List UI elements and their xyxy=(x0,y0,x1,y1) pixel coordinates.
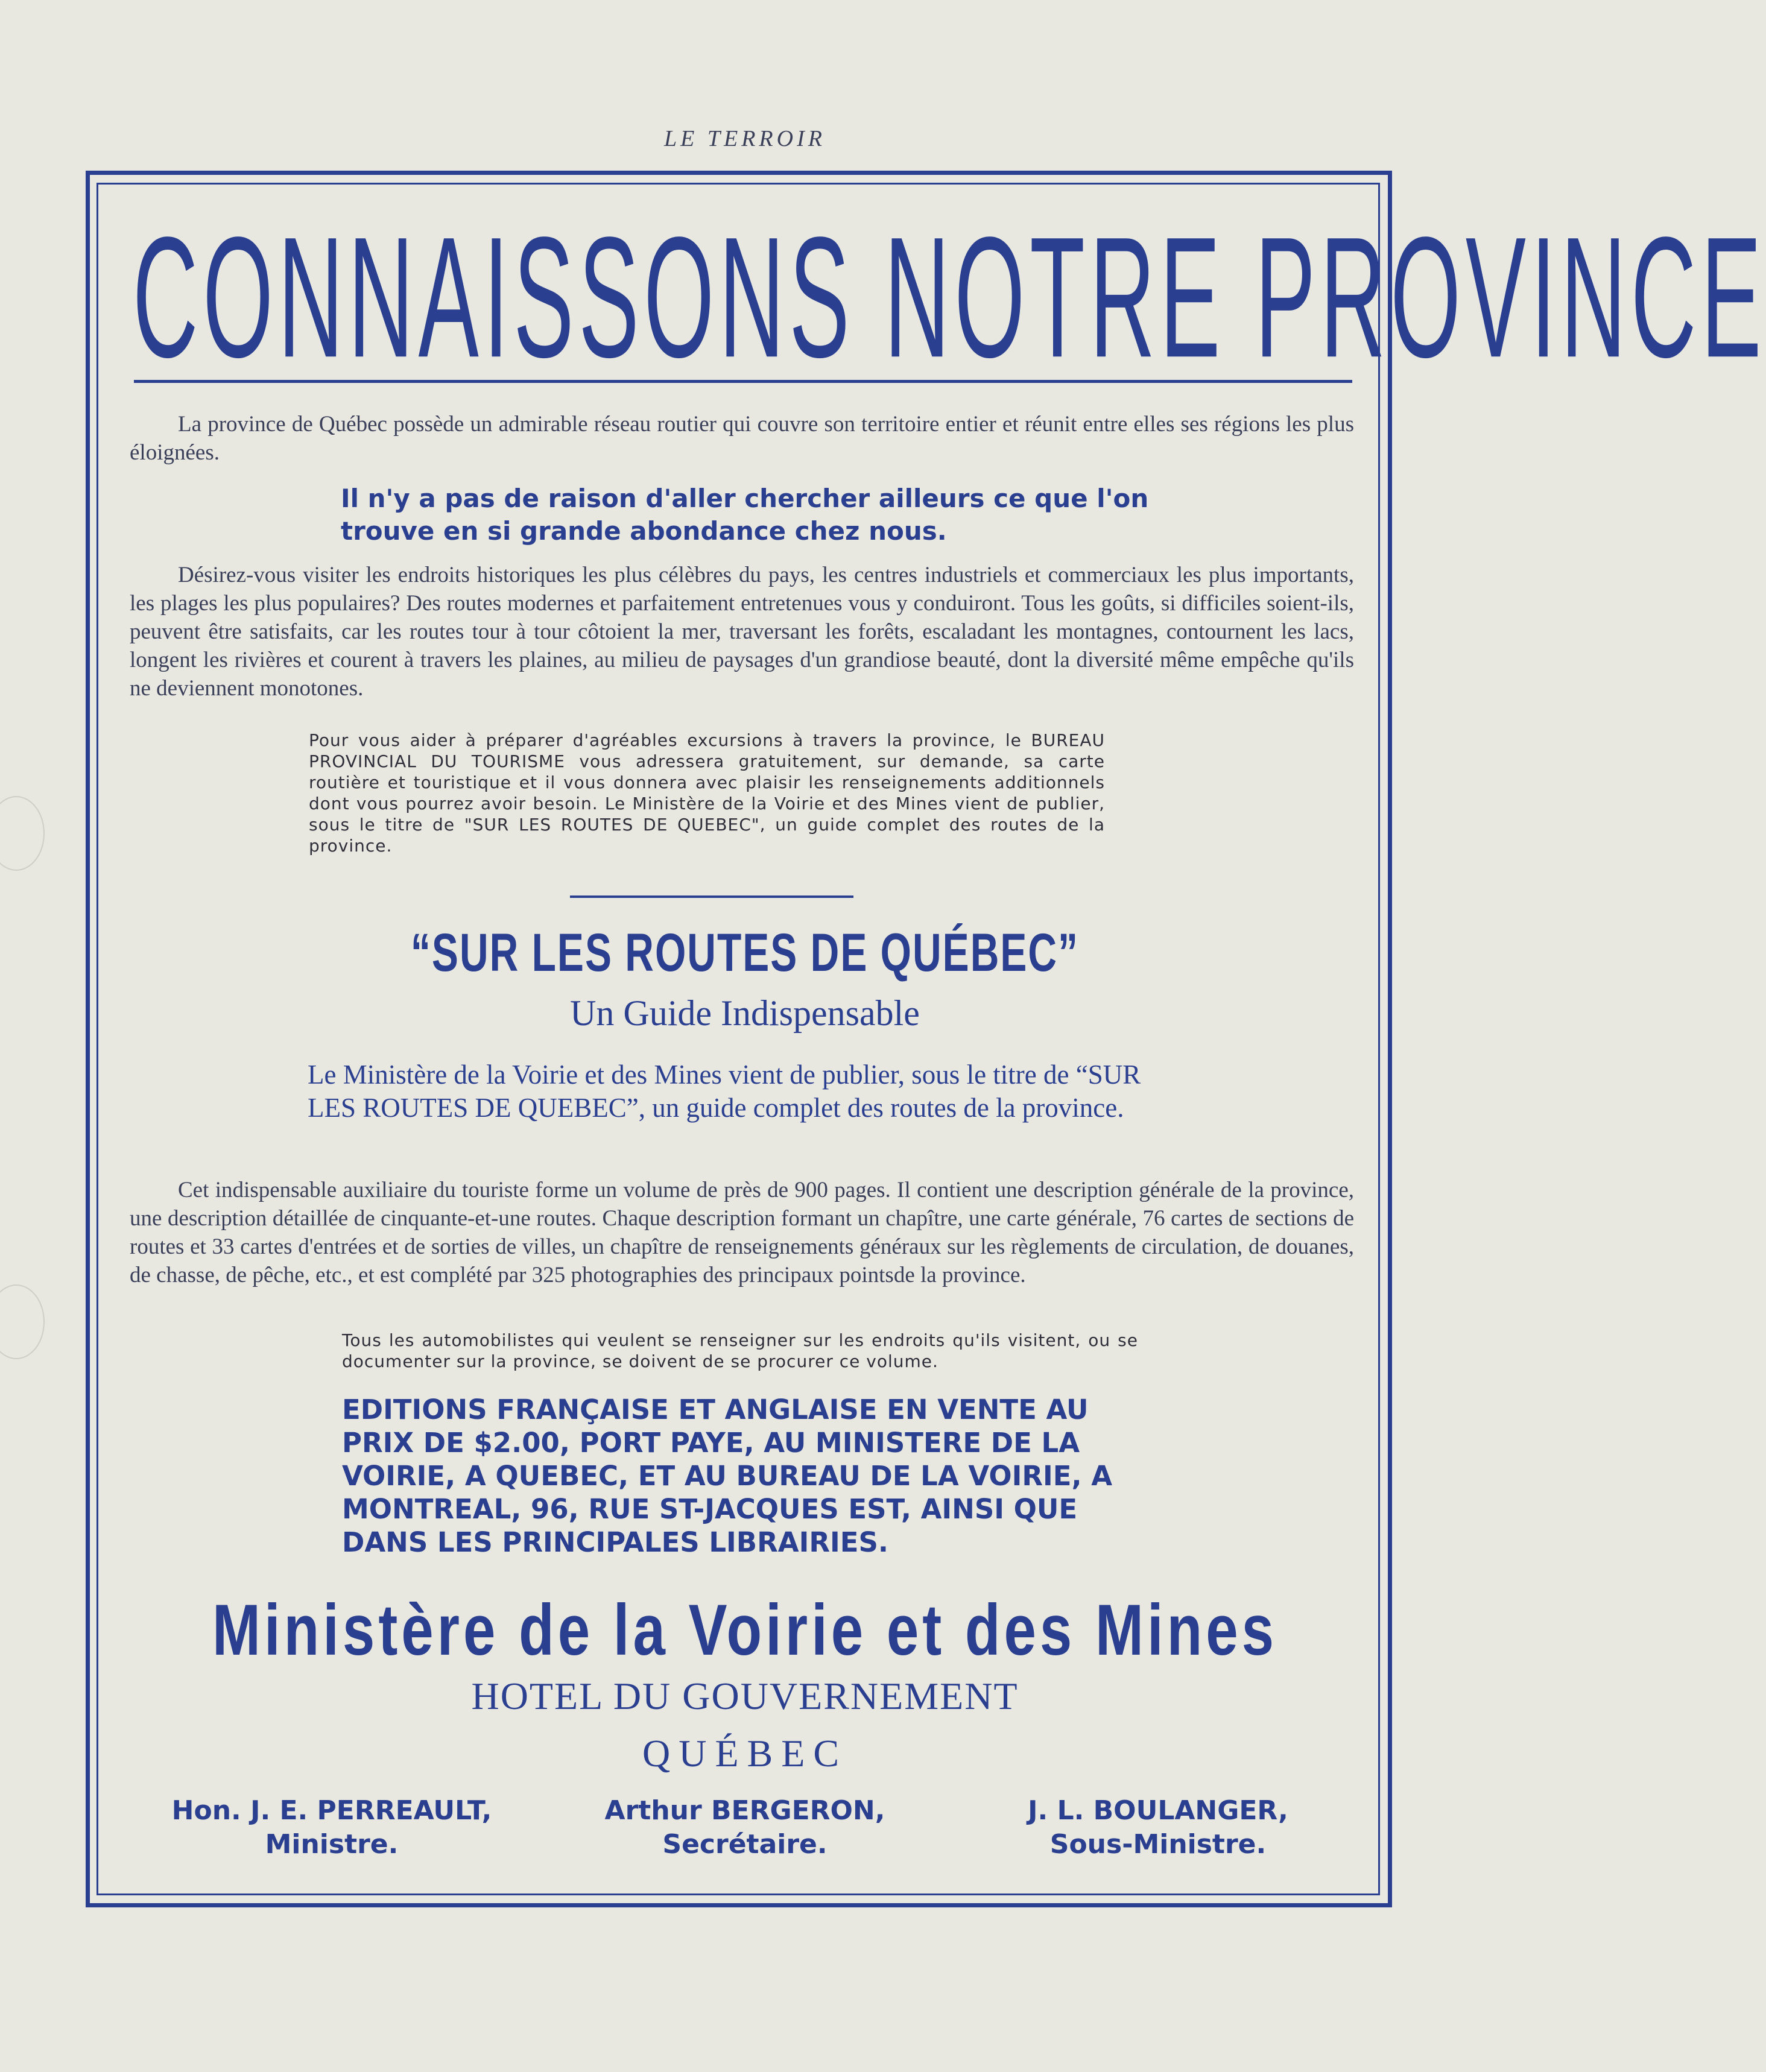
guide-lead: Le Ministère de la Voirie et des Mines vient de publier, sous le titre de “SUR LES ROUTES DE QUEBEC”, un guide complet des routes de la province. xyxy=(308,1060,1141,1123)
guide-description: Cet indispensable auxiliaire du touriste forme un volume de près de 900 pages. Il contient une description générale de la province, une description détaillée de cinquante-et-une routes. Chaque description formant un chapître, une carte générale, 76 cartes de sections de routes et 33 cartes d'entrées et de sorties de villes, un chapître de renseignements généraux sur les règlements de circulation, de douanes, de chasse, de pêche, etc., et est complété par 325 photographies des principaux pointsde la province. xyxy=(130,1178,1354,1287)
automobilistes-paragraph: Tous les automobilistes qui veulent se renseigner sur les endroits qu'ils visitent, ou se documenter sur la province, se doivent de se procurer ce volume. xyxy=(342,1330,1138,1371)
signatory-minister xyxy=(90,1794,573,1862)
signatory-deputy-minister xyxy=(917,1794,1399,1862)
headline-text: CONNAISSONS NOTRE PROVINCE xyxy=(133,200,1766,394)
section-rule xyxy=(570,895,853,898)
signatory-secretary xyxy=(504,1794,986,1862)
signatory-role: Secrétaire. xyxy=(662,1829,828,1860)
binder-hole-top xyxy=(0,796,45,871)
signatory-name: Hon. J. E. PERREAULT, xyxy=(171,1795,492,1826)
signatory-name: J. L. BOULANGER, xyxy=(1028,1795,1288,1826)
headline-rule xyxy=(134,380,1352,383)
callout-text: Il n'y a pas de raison d'aller chercher ailleurs ce que l'on trouve en si grande abondance chez nous. xyxy=(341,484,1149,546)
guide-subtitle: Un Guide Indispensable xyxy=(570,993,920,1033)
running-head: LE TERROIR xyxy=(664,126,826,151)
binder-hole-bottom xyxy=(0,1284,45,1359)
signatory-role: Sous-Ministre. xyxy=(1049,1829,1267,1860)
intro-paragraph: La province de Québec possède un admirable réseau routier qui couvre son territoire entier et réunit entre elles ses régions les plus éloignées. xyxy=(130,412,1354,465)
hotel-line: HOTEL DU GOUVERNEMENT xyxy=(471,1675,1019,1717)
headline xyxy=(133,200,1766,394)
ministry-name: Ministère de la Voirie et des Mines xyxy=(212,1590,1278,1670)
help-paragraph: Pour vous aider à préparer d'agréables excursions à travers la province, le BUREAU PROVINCIAL DU TOURISME vous adressera gratuitement, sur demande, sa carte routière et touristique et il vous donnera avec plaisir les renseignements additionnels dont vous pourrez avoir besoin. Le Ministère de la Voirie et des Mines vient de publier, sous le titre de "SUR LES ROUTES DE QUEBEC", un guide complet des routes de la province. xyxy=(309,730,1105,856)
signatory-name: Arthur BERGERON, xyxy=(604,1795,885,1826)
body-paragraph: Désirez-vous visiter les endroits historiques les plus célèbres du pays, les centres industriels et commerciaux les plus importants, les plages les plus populaires? Des routes modernes et parfaitement entretenues vous y conduiront. Tous les goûts, si difficiles soient-ils, peuvent être satisfaits, car les routes tour à tour côtoient la mer, traversant les forêts, escaladant les montagnes, contournent les lacs, longent les rivières et courent à travers les plaines, au milieu de paysages d'un grandiose beauté, dont la diversité même empêche qu'ils ne deviennent monotones. xyxy=(130,563,1354,701)
city-line: QUÉBEC xyxy=(642,1732,847,1775)
signatory-role: Ministre. xyxy=(265,1829,399,1860)
guide-title: “SUR LES ROUTES DE QUÉBEC” xyxy=(410,922,1080,982)
editions-notice: EDITIONS FRANÇAISE ET ANGLAISE EN VENTE AU PRIX DE $2.00, PORT PAYE, AU MINISTERE DE LA VOIRIE, A QUEBEC, ET AU BUREAU DE LA VOIRIE, A MONTREAL, 96, RUE ST-JACQUES EST, AINSI QUE DANS LES PRINCIPALES LIBRAIRIES. xyxy=(342,1394,1113,1558)
